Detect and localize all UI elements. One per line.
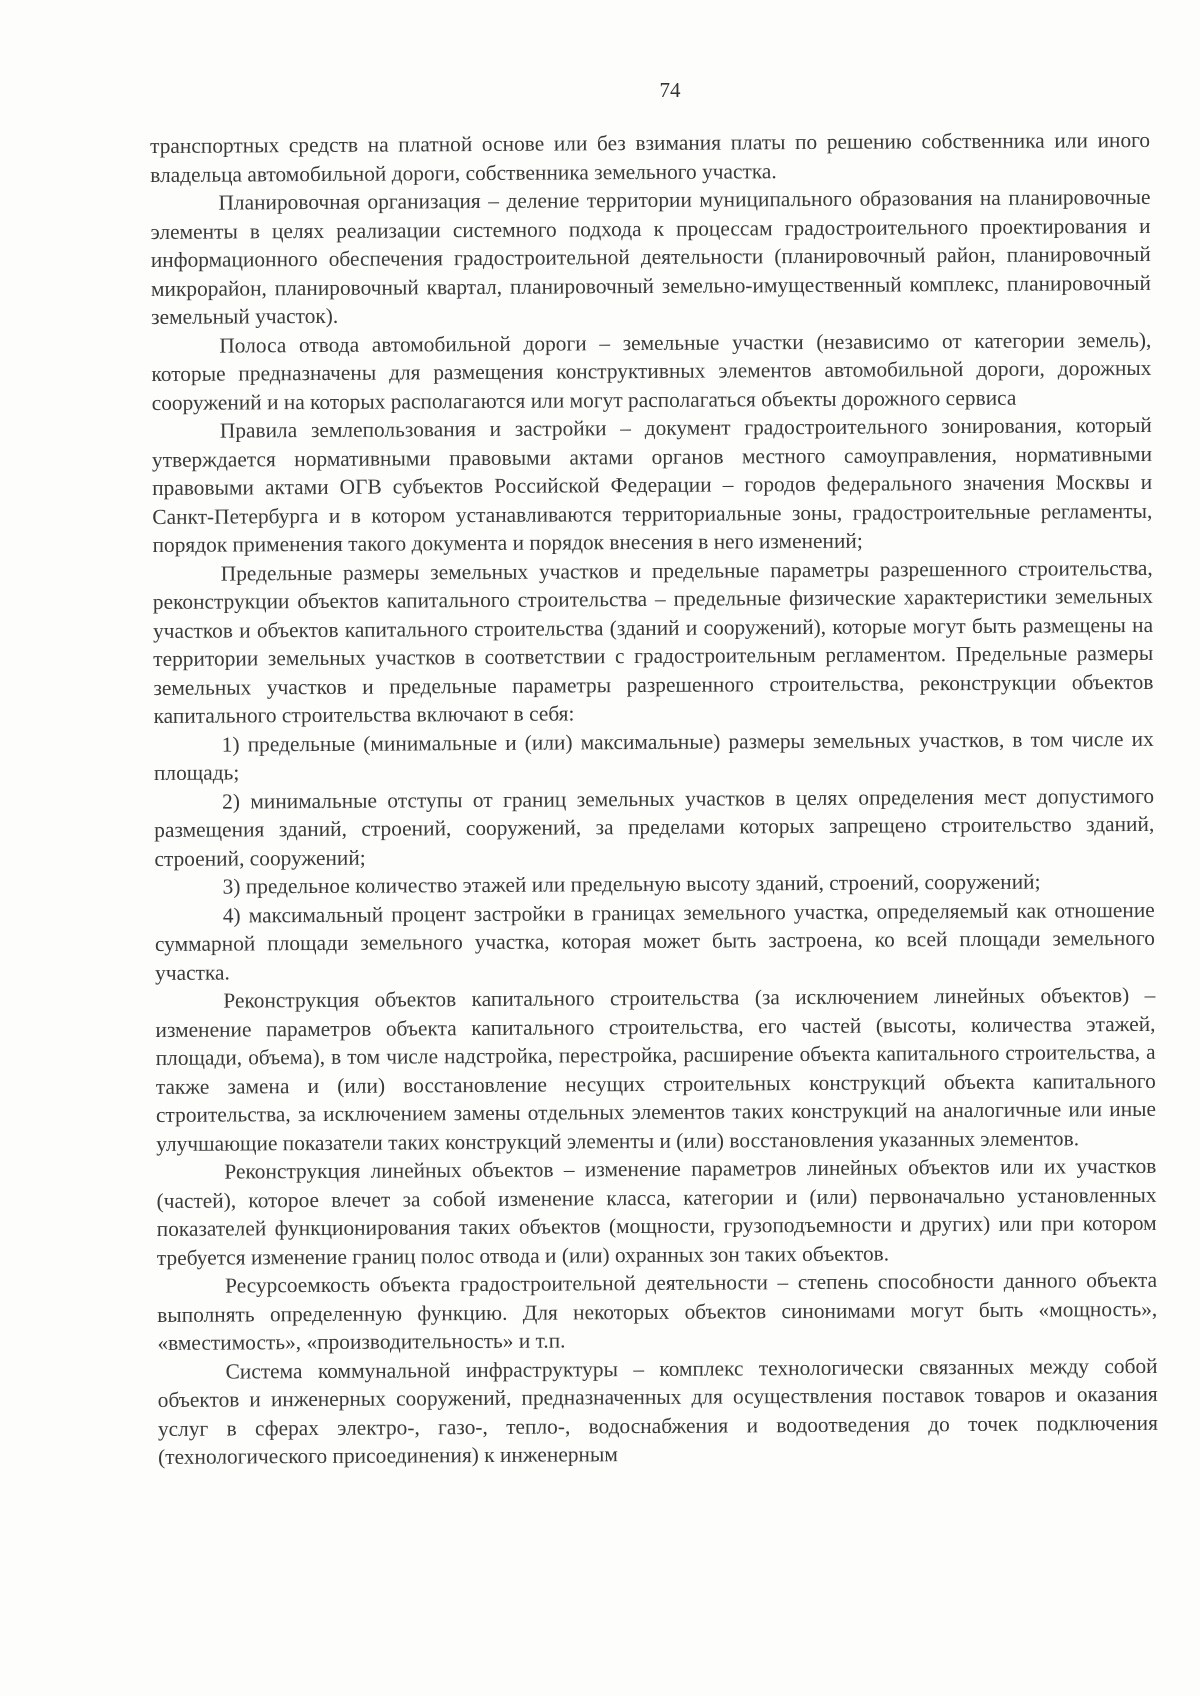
paragraph-continuation: транспортных средств на платной основе или без взимания платы по решению собственника или иного владельца автомобильной дороги, собственника земельного участка. bbox=[150, 127, 1151, 187]
page-number: 74 bbox=[659, 78, 681, 102]
list-item-1: 1) предельные (минимальные и (или) максимальные) размеры земельных участков, в том числе их площадь; bbox=[153, 726, 1154, 785]
paragraph-road-right-of-way: Полоса отвода автомобильной дороги – земельные участки (независимо от категории земель), которые предназначены для размещения конструктивных элементов автомобильной дороги, дорожных сооружений и на которых располагаются или могут располагаться объекты дорожного сервиса bbox=[151, 327, 1152, 415]
paragraph-planning-organization: Планировочная организация – деление территории муниципального образования на планировочные элементы в целях реализации системного подхода к процессам градостроительного проектирования и информационного обеспечения градостроительной деятельности (планировочный район, планировочный микрорайон, планировочный квартал, планировочный земельно-имущественный комплекс, планировочный земельный участок). bbox=[150, 184, 1152, 329]
paragraph-limit-sizes: Предельные размеры земельных участков и предельные параметры разрешенного строительства, реконструкции объектов капитального строительства – предельные физические характеристики земельных участков и объектов капитального строительства (зданий и сооружений), которые могут быть размещены на территории земельных участков в соответствии с градостроительным регламентом. Предельные размеры земельных участков и предельные параметры разрешенного строительства, реконструкции объектов капитального строительства включают в себя: bbox=[152, 555, 1154, 728]
list-item-3: 3) предельное количество этажей или предельную высоту зданий, строений, сооружений; bbox=[222, 869, 1041, 899]
list-item-2: 2) минимальные отступы от границ земельных участков в целях определения мест допустимого размещения зданий, строений, сооружений, за пределами которых запрещено строительство зданий, строений, сооружений; bbox=[154, 783, 1155, 871]
paragraph-utility-system: Система коммунальной инфраструктуры – комплекс технологически связанных между собой объектов и инженерных сооружений, предназначенных для осуществления поставок товаров и оказания услуг в сферах электро-, газо-, тепло-, водоснабжения и водоотведения до точек подключения (технологического присоединения) к инженерным bbox=[157, 1353, 1158, 1469]
paragraph-resource-intensity: Ресурсоемкость объекта градостроительной деятельности – степень способности данного объекта выполнять определенную функцию. Для некоторых объектов синонимами могут быть «мощность», «вместимость», «производительность» и т.п. bbox=[157, 1267, 1158, 1355]
paragraph-land-use-rules: Правила землепользования и застройки – документ градостроительного зонирования, который утверждается нормативными правовыми актами органов местного самоуправления, нормативными правовыми актами ОГВ субъектов Российской Федерации – городов федерального значения Москвы и Санкт-Петербурга и в котором устанавливаются территориальные зоны, градостроительные регламенты, порядок применения такого документа и порядок внесения в него изменений; bbox=[151, 412, 1153, 557]
paragraph-reconstruction-capital: Реконструкция объектов капитального строительства (за исключением линейных объектов) – изменение параметров объекта капитального строительства, его частей (высоты, количества этажей, площади, объема), в том числе надстройка, перестройка, расширение объекта капитального строительства, а также замена и (или) восстановление несущих строительных конструкций объекта капитального строительства, за исключением замены отдельных элементов таких конструкций на аналогичные или иные улучшающие показатели таких конструкций элементы и (или) восстановления указанных элементов. bbox=[155, 982, 1157, 1156]
document-body bbox=[150, 126, 1158, 1472]
paragraph-reconstruction-linear: Реконструкция линейных объектов – изменение параметров линейных объектов или их участков (частей), которое влечет за собой изменение класса, категории и (или) первоначально установленных показателей функционирования таких объектов (мощности, грузоподъемности и других) или при котором требуется изменение границ полос отвода и (или) охранных зон таких объектов. bbox=[156, 1153, 1157, 1270]
list-item-4: 4) максимальный процент застройки в границах земельного участка, определяемый как отношение суммарной площади земельного участка, которая может быть застроена, ко всей площади земельного участка. bbox=[154, 897, 1156, 985]
